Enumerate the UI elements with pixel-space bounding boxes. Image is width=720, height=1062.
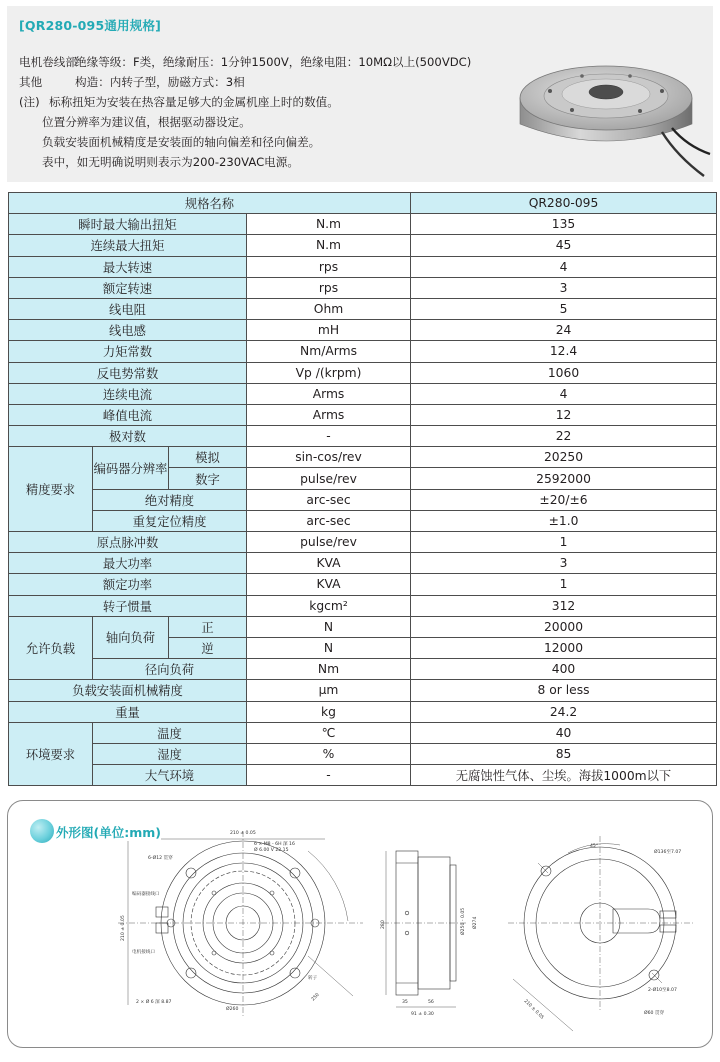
row-unit: KVA (247, 553, 411, 574)
row-value: 5 (411, 298, 717, 319)
note-line (19, 152, 471, 172)
table-row (9, 595, 717, 616)
table-row (9, 489, 717, 510)
row-value: 22 (411, 426, 717, 447)
table-header-row (9, 193, 717, 214)
row-unit: mH (247, 320, 411, 341)
label-rotor: 转子 (308, 976, 318, 981)
table-row (9, 765, 717, 786)
row-name: 正 (169, 616, 247, 637)
other-label: 其他 (19, 75, 43, 89)
group-load: 允许负载 (9, 616, 93, 680)
dim-dia-260: Ø260 (226, 1007, 239, 1012)
drawing-title: 外形图(单位:mm) (56, 825, 161, 840)
row-name: 温度 (93, 722, 247, 743)
row-value: 312 (411, 595, 717, 616)
dim-side-a: 35 (402, 1000, 408, 1005)
dim-side-height: 280 (381, 920, 386, 929)
row-name: 逆 (169, 637, 247, 658)
dim-side-dia: Ø250 - 0.05 (461, 907, 466, 935)
dim-top-width: 210 ± 0.05 (230, 831, 256, 836)
table-row (9, 743, 717, 764)
table-row (9, 256, 717, 277)
rear-view (508, 836, 693, 1031)
row-name: 模拟 (169, 447, 247, 468)
row-value: 20250 (411, 447, 717, 468)
table-row (9, 722, 717, 743)
note-label: (注) (19, 95, 40, 109)
dim-rear-dia: Ø136至7.07 (654, 850, 682, 855)
row-unit: N.m (247, 214, 411, 235)
row-unit: μm (247, 680, 411, 701)
row-unit: arc-sec (247, 510, 411, 531)
header-model: QR280-095 (411, 193, 717, 214)
spec-header-panel (7, 6, 713, 182)
side-view-labels (380, 908, 478, 1017)
spec-title: [QR280-095通用规格] (19, 18, 162, 33)
row-unit: Vp /(krpm) (247, 362, 411, 383)
row-unit: Arms (247, 404, 411, 425)
note-text: 负载安装面机械精度是安装面的轴向偏差和径向偏差。 (42, 135, 321, 149)
table-row (9, 680, 717, 701)
table-row (9, 532, 717, 553)
row-value: 1 (411, 532, 717, 553)
row-value: 3 (411, 277, 717, 298)
row-name: 线电感 (9, 320, 247, 341)
row-value: 1 (411, 574, 717, 595)
row-unit: % (247, 743, 411, 764)
note-line (19, 132, 471, 152)
row-name: 原点脉冲数 (9, 532, 247, 553)
row-unit: kg (247, 701, 411, 722)
row-name: 连续最大扭矩 (9, 235, 247, 256)
row-name: 峰值电流 (9, 404, 247, 425)
table-row (9, 235, 717, 256)
dim-front-holes: 6-Ø12 贯穿 (148, 856, 173, 861)
dim-side-total: 91 ± 0.30 (411, 1012, 434, 1017)
table-row (9, 341, 717, 362)
row-name: 径向负荷 (93, 659, 247, 680)
table-row (9, 659, 717, 680)
row-unit: N.m (247, 235, 411, 256)
row-name: 湿度 (93, 743, 247, 764)
row-name: 最大转速 (9, 256, 247, 277)
other-text: 构造：内转子型，励磁方式：3相 (75, 75, 245, 89)
table-row (9, 701, 717, 722)
row-name: 额定功率 (9, 574, 247, 595)
row-value: 4 (411, 256, 717, 277)
row-name: 反电势常数 (9, 362, 247, 383)
dim-rear-diag: 210 ± 0.05 (522, 998, 545, 1021)
row-value: 24.2 (411, 701, 717, 722)
group-precision: 精度要求 (9, 447, 93, 532)
row-unit: Nm (247, 659, 411, 680)
row-unit: Ohm (247, 298, 411, 319)
row-name: 最大功率 (9, 553, 247, 574)
row-unit: - (247, 765, 411, 786)
group-encoder: 编码器分辨率 (93, 447, 169, 489)
rear-view-labels (523, 843, 682, 1021)
label-motor-port: 电机接线口 (132, 950, 155, 955)
row-name: 力矩常数 (9, 341, 247, 362)
row-value: 24 (411, 320, 717, 341)
table-row (9, 616, 717, 637)
row-name: 极对数 (9, 426, 247, 447)
row-value: 2592000 (411, 468, 717, 489)
row-name: 瞬时最大输出扭矩 (9, 214, 247, 235)
note-text: 位置分辨率为建议值，根据驱动器设定。 (42, 115, 251, 129)
row-name: 负载安装面机械精度 (9, 680, 247, 701)
row-value: 400 (411, 659, 717, 680)
table-row (9, 362, 717, 383)
outline-drawing (8, 801, 714, 1049)
row-value: 12.4 (411, 341, 717, 362)
note-text: 标称扭矩为安装在热容量足够大的金属机座上时的数值。 (49, 95, 339, 109)
row-value: 40 (411, 722, 717, 743)
row-unit: N (247, 616, 411, 637)
spec-notes (19, 52, 471, 172)
row-value: 135 (411, 214, 717, 235)
dim-rear-hole: Ø60 贯穿 (644, 1011, 665, 1016)
table-row (9, 447, 717, 468)
row-value: 3 (411, 553, 717, 574)
row-unit: rps (247, 256, 411, 277)
other-line (19, 72, 471, 92)
table-row (9, 298, 717, 319)
group-axial: 轴向负荷 (93, 616, 169, 658)
row-value: 45 (411, 235, 717, 256)
front-view-labels (120, 830, 321, 1012)
row-value: 12000 (411, 637, 717, 658)
row-value: 4 (411, 383, 717, 404)
dim-len-side: 250 (310, 992, 321, 1003)
table-row (9, 383, 717, 404)
row-value: 无腐蚀性气体、尘埃。海拔1000m以下 (411, 765, 717, 786)
row-value: 20000 (411, 616, 717, 637)
dim-rear-angle: 45° (590, 844, 599, 849)
row-value: 12 (411, 404, 717, 425)
dim-side-b: 56 (428, 1000, 434, 1005)
label-encoder-port: 编码器接线口 (132, 892, 160, 897)
note-line (19, 92, 471, 112)
row-name: 大气环境 (93, 765, 247, 786)
dim-pcd: Ø 6.00 V 22.15 (254, 848, 289, 853)
table-row (9, 277, 717, 298)
row-unit: Nm/Arms (247, 341, 411, 362)
row-unit: sin-cos/rev (247, 447, 411, 468)
table-row (9, 510, 717, 531)
header-name: 规格名称 (9, 193, 411, 214)
dim-dia-hole: 2 × Ø 6 深 8.87 (136, 1000, 172, 1005)
motor-photo (512, 36, 712, 184)
note-line (19, 112, 471, 132)
row-unit: pulse/rev (247, 532, 411, 553)
dim-rear-holes: 2-Ø10至8.07 (648, 988, 677, 993)
dim-height-total: 210 ± 0.05 (121, 915, 126, 941)
row-unit: KVA (247, 574, 411, 595)
winding-line (19, 52, 471, 72)
note-text: 表中，如无明确说明则表示为200-230VAC电源。 (42, 155, 299, 169)
row-value: 1060 (411, 362, 717, 383)
row-name: 数字 (169, 468, 247, 489)
outline-drawing-panel (7, 800, 713, 1048)
table-row (9, 553, 717, 574)
row-name: 绝对精度 (93, 489, 247, 510)
spec-table (8, 192, 717, 786)
table-row (9, 574, 717, 595)
dim-side-dia2: Ø274 (473, 916, 478, 929)
winding-text: 绝缘等级：F类，绝缘耐压：1分钟1500V，绝缘电阻：10MΩ以上(500VDC) (75, 55, 472, 69)
row-unit: pulse/rev (247, 468, 411, 489)
row-unit: kgcm² (247, 595, 411, 616)
dim-thread: 6 × M8 - 6H 深 16 (254, 842, 295, 847)
table-row (9, 426, 717, 447)
side-view (383, 851, 468, 1007)
row-name: 重复定位精度 (93, 510, 247, 531)
row-unit: N (247, 637, 411, 658)
row-unit: arc-sec (247, 489, 411, 510)
row-name: 重量 (9, 701, 247, 722)
row-value: ±1.0 (411, 510, 717, 531)
row-value: 85 (411, 743, 717, 764)
table-row (9, 320, 717, 341)
row-value: ±20/±6 (411, 489, 717, 510)
row-name: 连续电流 (9, 383, 247, 404)
row-name: 额定转速 (9, 277, 247, 298)
table-row (9, 404, 717, 425)
row-unit: ℃ (247, 722, 411, 743)
row-name: 转子惯量 (9, 595, 247, 616)
row-unit: Arms (247, 383, 411, 404)
table-row (9, 214, 717, 235)
row-name: 线电阻 (9, 298, 247, 319)
row-unit: rps (247, 277, 411, 298)
winding-label: 电机卷线部 (19, 55, 77, 69)
row-unit: - (247, 426, 411, 447)
group-environment: 环境要求 (9, 722, 93, 786)
row-value: 8 or less (411, 680, 717, 701)
